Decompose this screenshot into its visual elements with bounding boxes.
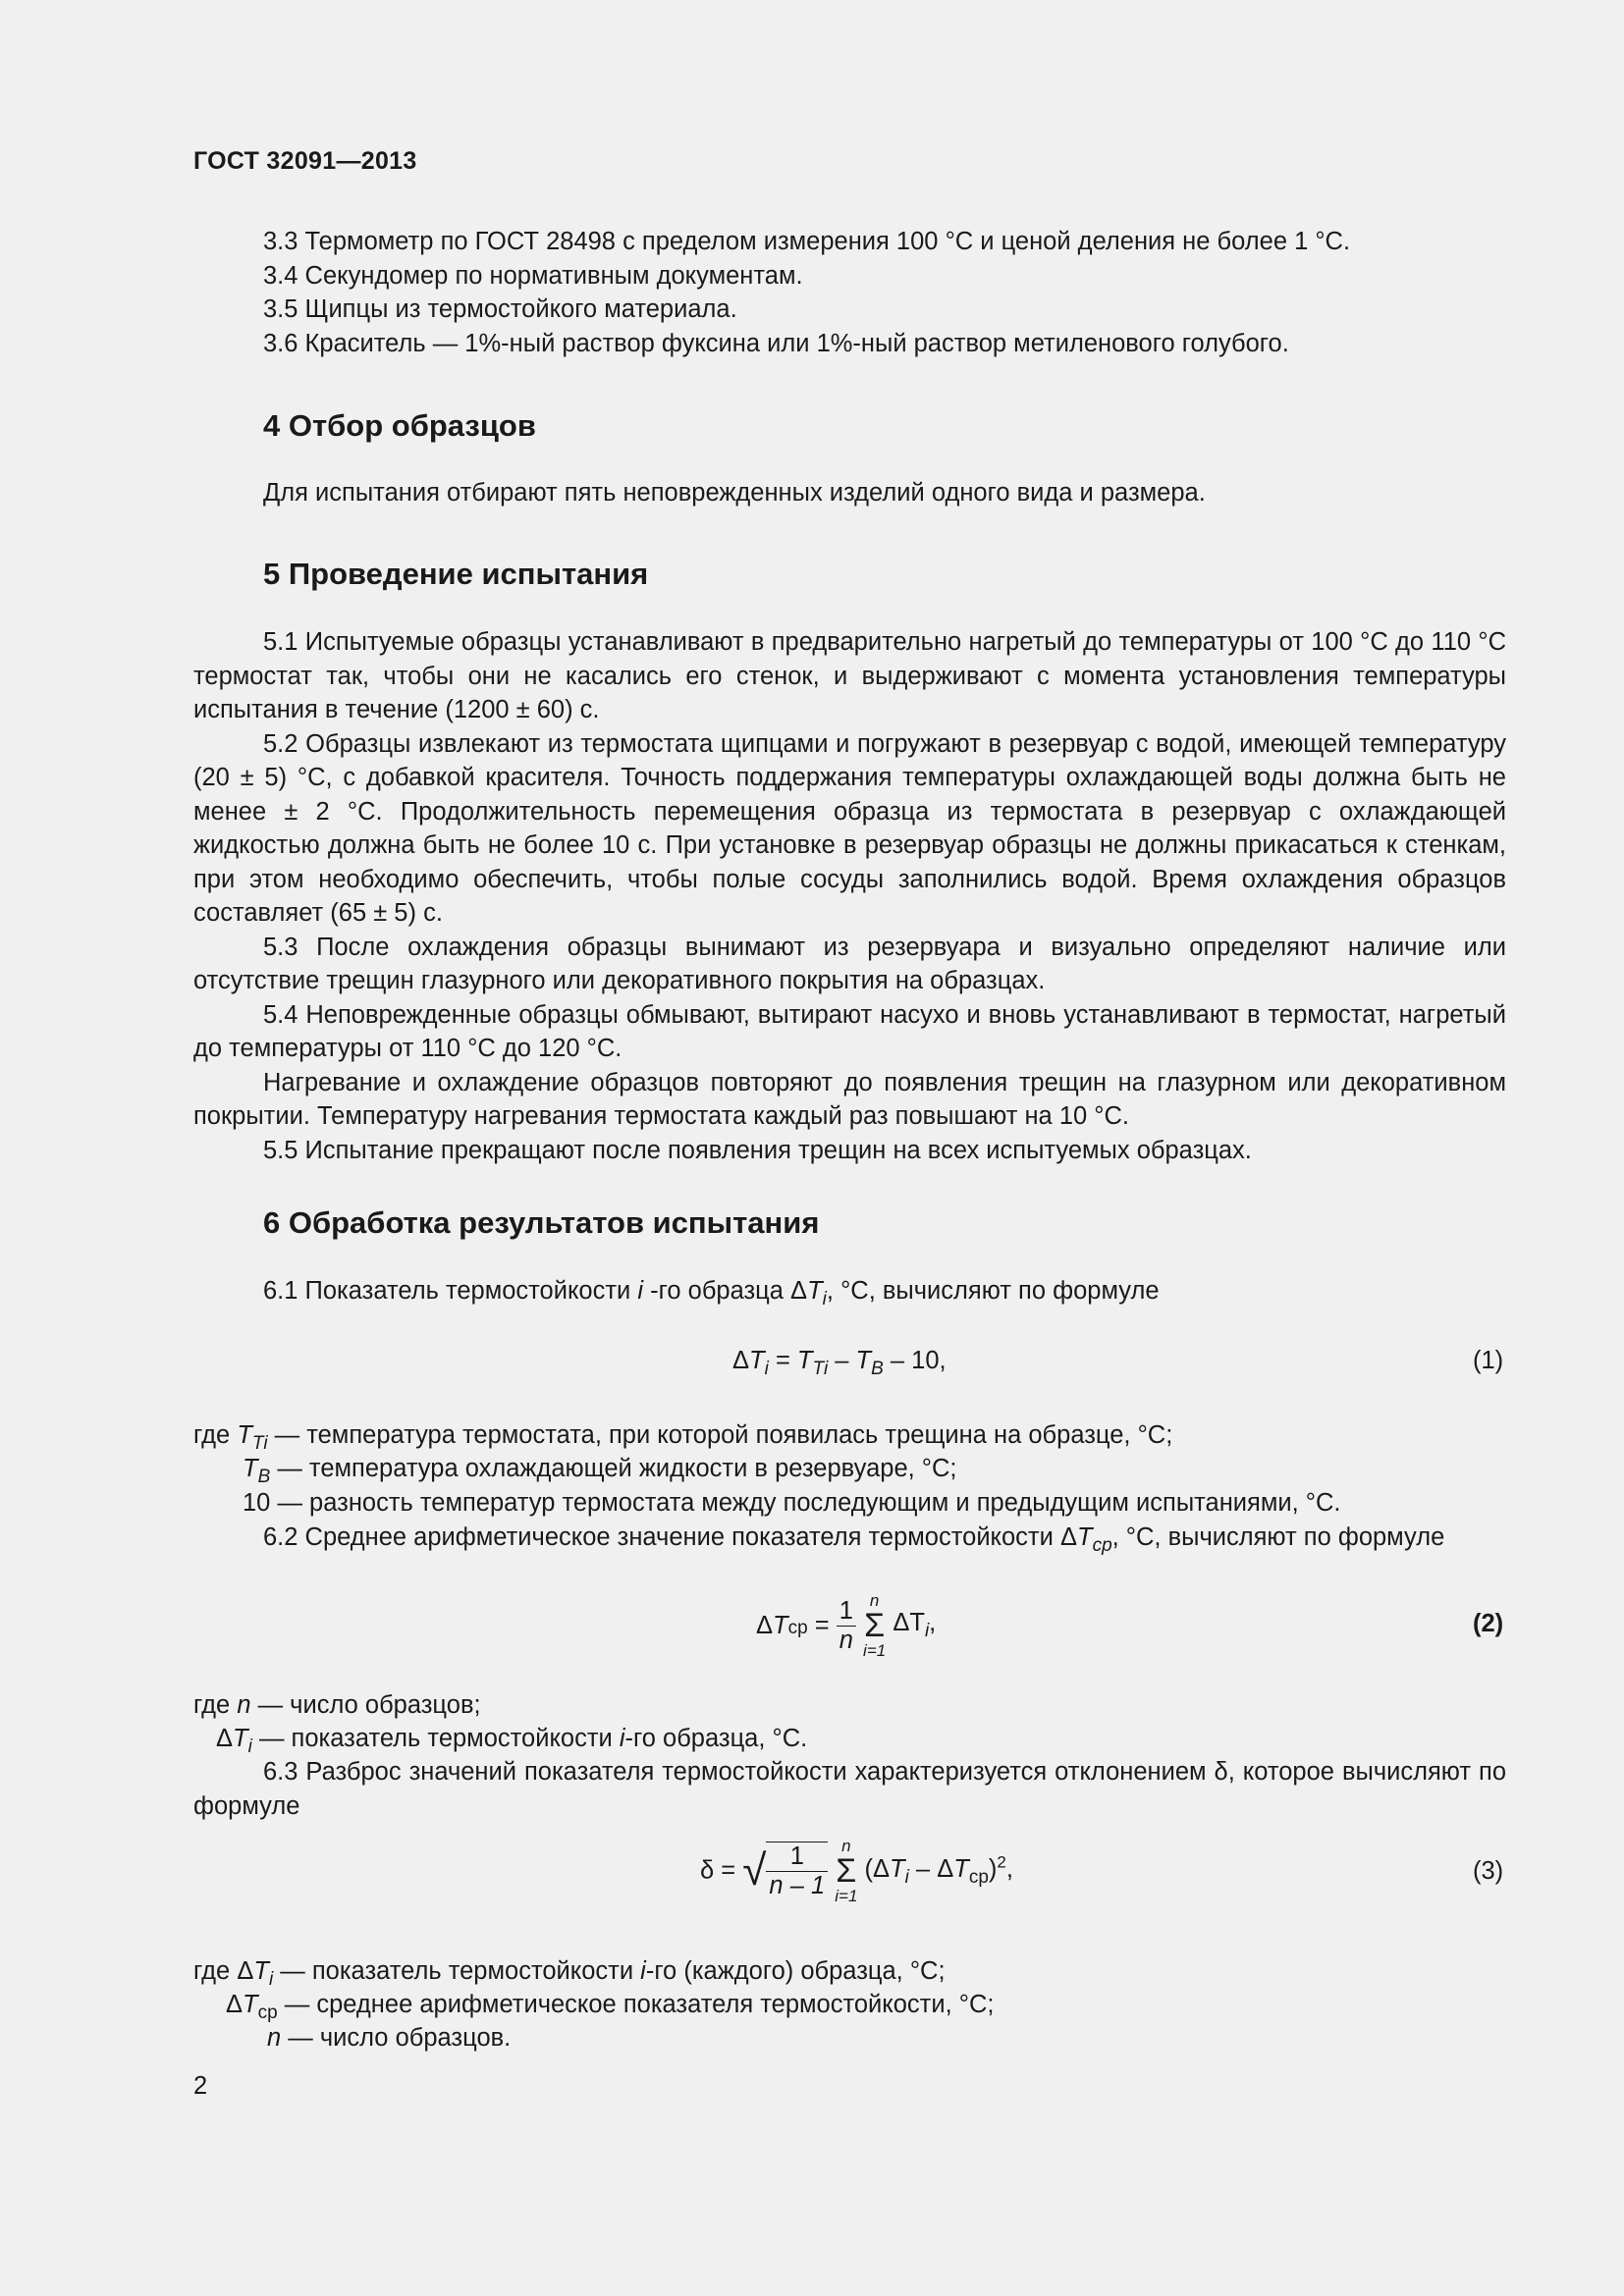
paragraph-6-3: 6.3 Разброс значений показателя термостойкости характеризуется отклонением δ, которое вычисляют по формуле xyxy=(193,1758,1506,1820)
where-10: 10 — разность температур термостата между последующим и предыдущим испытаниями, °С. xyxy=(243,1489,1341,1517)
section-5-heading: 5 Проведение испытания xyxy=(263,557,649,591)
equipment-item: 3.3 Термометр по ГОСТ 28498 с пределом измерения 100 °С и ценой деления не более 1 °С. xyxy=(263,228,1351,255)
page-number: 2 xyxy=(193,2072,208,2100)
section-4-heading: 4 Отбор образцов xyxy=(263,408,536,443)
paragraph-5-3: 5.3 После охлаждения образцы вынимают из резервуара и визуально определяют наличие или отсутствие трещин глазурного или декоративного покрытия на образцах. xyxy=(193,933,1506,994)
paragraph-5-4-cont: Нагревание и охлаждение образцов повторяют до появления трещин на глазурном или декоративном покрытии. Температуру нагревания термостата каждый раз повышают на 10 °С. xyxy=(193,1068,1506,1130)
where-n-2: n — число образцов. xyxy=(267,2024,512,2052)
formula-1-number: (1) xyxy=(1473,1347,1504,1374)
paragraph-5-5: 5.5 Испытание прекращают после появления трещин на всех испытуемых образцах. xyxy=(263,1136,1252,1164)
formula-2: ΔTср = $\frac{1}{n}$ n Σ i=1 $\Delta T_i$, xyxy=(756,1591,937,1660)
where-delta-ti-2: где $\Delta T_i$ — показатель термостойкости i-го (каждого) образца, °С; xyxy=(193,1957,946,1991)
paragraph-6-1: 6.1 Показатель термостойкости i -го образца $\Delta T_i$, °С, вычисляют по формуле xyxy=(263,1277,1160,1310)
formula-3: δ = √ $\frac{1}{n - 1}$ n Σ i=1 $(\Delta T_i - \Delta T_{ср})^2$, xyxy=(700,1837,1013,1905)
where-delta-tcp: $\Delta T_{ср}$ — среднее арифметическое показателя термостойкости, °С; xyxy=(226,1991,995,2024)
paragraph-5-2: 5.2 Образцы извлекают из термостата щипцами и погружают в резервуар с водой, имеющей температуру (20 ± 5) °С, с добавкой красителя. Точность поддержания температуры охлаждающей воды должна быть не менее ± 2 °С. Продолжительность перемещения образца из термостата в резервуар с охлаждающей жидкостью должна быть не более 10 с. При установке в резервуар образцы не должны прикасаться к стенкам, при этом необходимо обеспечить, чтобы полые сосуды заполнились водой. Время охлаждения образцов составляет (65 ± 5) с. xyxy=(193,729,1506,927)
equipment-item: 3.5 Щипцы из термостойкого материала. xyxy=(263,295,737,323)
formula-1: $\Delta T_i = T_{Ti} - T_B - 10$, xyxy=(732,1347,947,1380)
equipment-item: 3.6 Краситель — 1%-ный раствор фуксина или 1%-ный раствор метиленового голубого. xyxy=(263,329,1289,357)
document-header: ГОСТ 32091—2013 xyxy=(193,147,417,175)
paragraph-6-2: 6.2 Среднее арифметическое значение показателя термостойкости $\Delta T_{ср}$, °С, вычисляют по формуле xyxy=(263,1523,1445,1557)
where-delta-ti: $\Delta T_i$ — показатель термостойкости i-го образца, °С. xyxy=(216,1725,808,1758)
section-5-body xyxy=(193,625,1506,1167)
equipment-list xyxy=(263,225,1350,360)
equipment-item: 3.4 Секундомер по нормативным документам. xyxy=(263,261,803,290)
where-ttI: где $T_{Ti}$ — температура термостата, при которой появилась трещина на образце, °С; xyxy=(193,1421,1173,1455)
where-n: где n — число образцов; xyxy=(193,1691,481,1719)
where-tb: $T_B$ — температура охлаждающей жидкости в резервуаре, °С; xyxy=(243,1455,957,1488)
paragraph-5-1: 5.1 Испытуемые образцы устанавливают в предварительно нагретый до температуры от 100 °С до 110 °С термостат так, чтобы они не касались его стенок, и выдерживают с момента установления температуры испытания в течение (1200 ± 60) с. xyxy=(193,628,1506,723)
section-4-text: Для испытания отбирают пять неповрежденных изделий одного вида и размера. xyxy=(263,479,1206,507)
section-6-heading: 6 Обработка результатов испытания xyxy=(263,1205,820,1240)
paragraph-5-4: 5.4 Неповрежденные образцы обмывают, вытирают насухо и вновь устанавливают в термостат, нагретый до температуры от 110 °С до 120 °С. xyxy=(193,1000,1506,1062)
formula-2-number: (2) xyxy=(1473,1610,1504,1637)
formula-3-number: (3) xyxy=(1473,1857,1504,1885)
